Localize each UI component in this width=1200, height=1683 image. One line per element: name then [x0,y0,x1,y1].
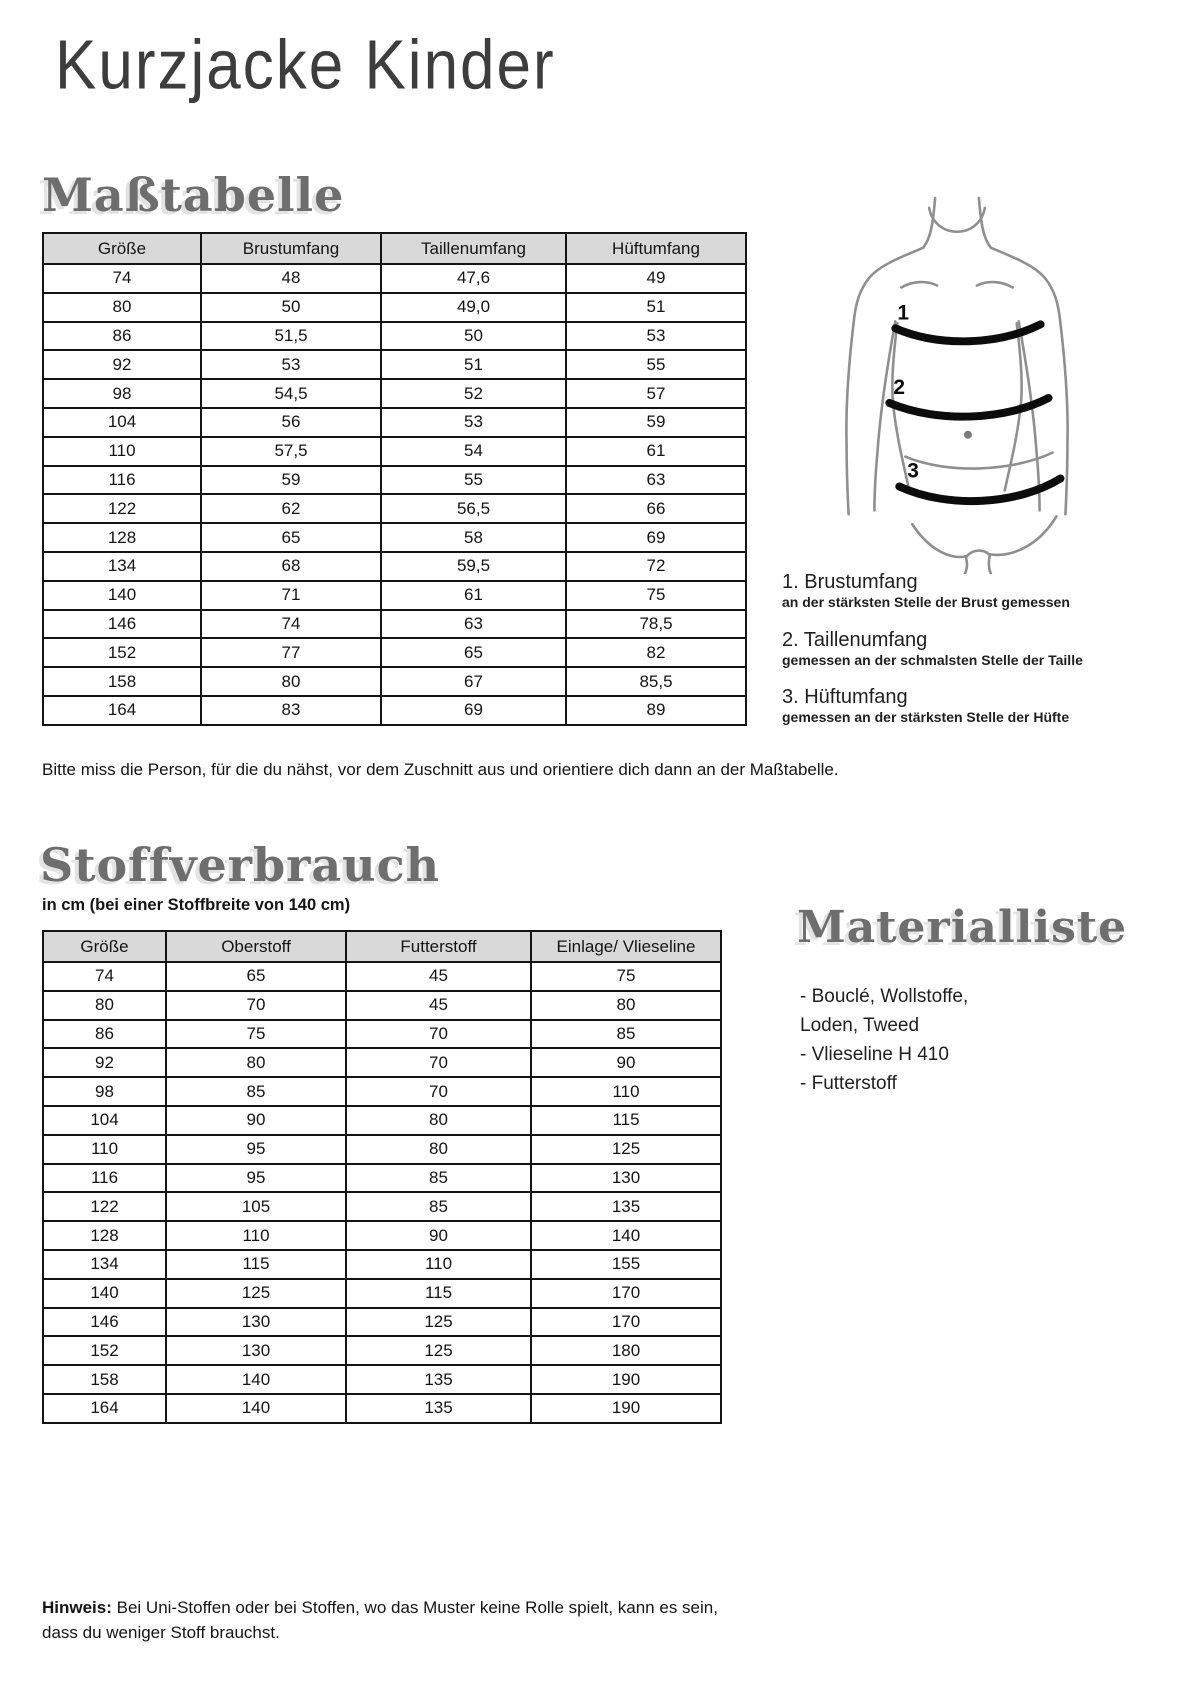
legend-description: an der stärksten Stelle der Brust gemessen [782,594,1070,610]
table-cell: 47,6 [381,264,566,293]
table-cell: 110 [346,1250,531,1279]
table-cell: 122 [43,494,201,523]
table-cell: 92 [43,1048,166,1077]
table-cell: 50 [201,293,381,322]
body-diagram-svg [812,196,1102,574]
table-cell: 104 [43,1106,166,1135]
table-cell: 80 [346,1106,531,1135]
waist-band-label: 2 [893,375,905,399]
table-cell: 45 [346,991,531,1020]
neck-base-curve [929,208,985,232]
table-cell: 70 [346,1020,531,1049]
table-cell: 115 [531,1106,721,1135]
material-list [800,982,1160,1098]
table-cell: 53 [201,350,381,379]
chest-band-label: 1 [897,301,909,325]
table-cell: 65 [381,638,566,667]
table-cell: 92 [43,350,201,379]
table-cell: 125 [346,1336,531,1365]
table-row [43,408,746,437]
table-cell: 85 [346,1164,531,1193]
hip-band [899,479,1060,502]
shoulder-left [854,248,924,324]
table-cell: 164 [43,696,201,725]
table-cell: 70 [166,991,346,1020]
neck-left-line [923,198,935,248]
table-cell: 110 [166,1221,346,1250]
table-cell: 80 [201,667,381,696]
shoulder-right [991,248,1061,324]
table-row [43,1250,721,1279]
table-cell: 49,0 [381,293,566,322]
table-cell: 105 [166,1192,346,1221]
page-title: Kurzjacke Kinder [55,27,556,105]
table-cell: 70 [346,1077,531,1106]
table-row [43,552,746,581]
table-cell: 152 [43,1336,166,1365]
hip-band-label: 3 [907,459,919,483]
table-cell: 48 [201,264,381,293]
column-header: Oberstoff [166,931,346,962]
table-cell: 110 [43,1135,166,1164]
brief-left-edge [912,524,967,557]
table-cell: 130 [531,1164,721,1193]
column-header: Größe [43,233,201,264]
table-cell: 146 [43,610,201,639]
table-cell: 70 [346,1048,531,1077]
table-cell: 135 [531,1192,721,1221]
table-cell: 75 [566,581,746,610]
table-row [43,1365,721,1394]
table-cell: 74 [201,610,381,639]
table-cell: 85 [346,1192,531,1221]
table-cell: 140 [166,1365,346,1394]
table-cell: 190 [531,1365,721,1394]
table-cell: 86 [43,322,201,351]
table-cell: 52 [381,379,566,408]
brief-right-edge [989,516,1057,555]
table-row [43,264,746,293]
table-cell: 89 [566,696,746,725]
table-row [43,1394,721,1423]
table-cell: 53 [381,408,566,437]
table-cell: 74 [43,962,166,991]
table-cell: 80 [43,991,166,1020]
arm-left-inner [874,321,895,510]
table-row [43,1221,721,1250]
table-cell: 67 [381,667,566,696]
neck-right-line [979,198,991,248]
table-row [43,1336,721,1365]
table-cell: 85 [531,1020,721,1049]
arm-right-outer [1060,323,1067,514]
table-row [43,466,746,495]
material-list-line: - Bouclé, Wollstoffe, [800,986,969,1007]
legend-title: 2. Taillenumfang [782,628,928,651]
table-cell: 63 [566,466,746,495]
table-cell: 59 [201,466,381,495]
header-row [43,233,746,264]
table-cell: 85 [166,1077,346,1106]
table-row [43,1020,721,1049]
legend-title: 1. Brustumfang [782,571,918,593]
table-cell: 140 [531,1221,721,1250]
body-diagram [812,196,1102,574]
legend-item-hueftumfang [782,686,1192,727]
table-cell: 53 [566,322,746,351]
table-cell: 158 [43,667,201,696]
table-cell: 90 [531,1048,721,1077]
table-cell: 54,5 [201,379,381,408]
table-cell: 55 [381,466,566,495]
table-cell: 130 [166,1336,346,1365]
column-header: Einlage/ Vlieseline [531,931,721,962]
table-cell: 164 [43,1394,166,1423]
table-row [43,1279,721,1308]
collarbone-left [901,282,937,288]
table-cell: 80 [166,1048,346,1077]
header-row [43,931,721,962]
table-cell: 128 [43,523,201,552]
waist-band [889,398,1048,417]
table-cell: 58 [381,523,566,552]
table-cell: 170 [531,1308,721,1337]
table-cell: 75 [166,1020,346,1049]
navel-dot [964,431,972,439]
table-row [43,696,746,725]
table-cell: 80 [43,293,201,322]
table-cell: 116 [43,1164,166,1193]
table-row [43,1308,721,1337]
table-cell: 82 [566,638,746,667]
table-cell: 59,5 [381,552,566,581]
table-cell: 95 [166,1164,346,1193]
arm-right-inner [1019,321,1040,510]
table-cell: 74 [43,264,201,293]
table-cell: 56,5 [381,494,566,523]
table-row [43,581,746,610]
table-cell: 61 [381,581,566,610]
column-header: Brustumfang [201,233,381,264]
table-cell: 90 [346,1221,531,1250]
collarbone-right [977,282,1013,288]
legend-item-taillenumfang [782,629,1192,670]
table-row [43,437,746,466]
table-cell: 140 [43,581,201,610]
table-cell: 71 [201,581,381,610]
table-cell: 69 [381,696,566,725]
column-header: Größe [43,931,166,962]
table-cell: 128 [43,1221,166,1250]
table-cell: 57,5 [201,437,381,466]
table-cell: 65 [201,523,381,552]
table-cell: 110 [531,1077,721,1106]
table-row [43,991,721,1020]
arm-left-outer [846,323,853,514]
table-cell: 135 [346,1394,531,1423]
table-cell: 104 [43,408,201,437]
table-row [43,1048,721,1077]
table-row [43,293,746,322]
table-row [43,1106,721,1135]
table-row [43,638,746,667]
table-cell: 50 [381,322,566,351]
table-cell: 152 [43,638,201,667]
masstabelle-heading: Maßtabelle [42,168,345,222]
table-cell: 51,5 [201,322,381,351]
table-cell: 83 [201,696,381,725]
table-cell: 72 [566,552,746,581]
table-cell: 61 [566,437,746,466]
table-cell: 68 [201,552,381,581]
table-cell: 135 [346,1365,531,1394]
table-cell: 55 [566,350,746,379]
column-header: Taillenumfang [381,233,566,264]
table-cell: 51 [566,293,746,322]
table-row [43,962,721,991]
table-row [43,1164,721,1193]
legend-title: 3. Hüftumfang [782,686,908,708]
fabric-usage-table [42,930,722,1424]
table-row [43,523,746,552]
table-cell: 77 [201,638,381,667]
measurement-table [42,232,747,726]
table-cell: 80 [346,1135,531,1164]
table-cell: 146 [43,1308,166,1337]
table-cell: 56 [201,408,381,437]
table-row [43,1077,721,1106]
table-cell: 66 [566,494,746,523]
table-cell: 65 [166,962,346,991]
table-cell: 180 [531,1336,721,1365]
table-cell: 170 [531,1279,721,1308]
table-cell: 190 [531,1394,721,1423]
underwear-top-line [905,453,1052,469]
table-cell: 134 [43,1250,166,1279]
table-row [43,1135,721,1164]
table-row [43,494,746,523]
table-row [43,322,746,351]
table-cell: 115 [166,1250,346,1279]
table-cell: 155 [531,1250,721,1279]
table-cell: 51 [381,350,566,379]
table-cell: 85,5 [566,667,746,696]
table-cell: 115 [346,1279,531,1308]
material-list-line: - Vlieseline H 410 [800,1044,949,1065]
measurement-legend [782,571,1192,744]
table-cell: 158 [43,1365,166,1394]
table-cell: 140 [43,1279,166,1308]
table-cell: 125 [166,1279,346,1308]
crotch-curve [967,551,989,557]
table-cell: 78,5 [566,610,746,639]
table-cell: 49 [566,264,746,293]
table-cell: 63 [381,610,566,639]
hinweis-label: Hinweis: [42,1598,112,1617]
table-row [43,1192,721,1221]
stoffverbrauch-heading: Stoffverbrauch [40,838,441,892]
table-cell: 59 [566,408,746,437]
table-cell: 98 [43,379,201,408]
legend-description: gemessen an der schmalsten Stelle der Taille [782,651,1083,668]
table-cell: 125 [346,1308,531,1337]
table-cell: 90 [166,1106,346,1135]
table-cell: 125 [531,1135,721,1164]
table-row [43,610,746,639]
materialliste-heading: Materialliste [797,902,1128,953]
table-cell: 116 [43,466,201,495]
table-cell: 140 [166,1394,346,1423]
table-cell: 54 [381,437,566,466]
table-cell: 110 [43,437,201,466]
column-header: Futterstoff [346,931,531,962]
table-cell: 130 [166,1308,346,1337]
table-row [43,379,746,408]
measure-note: Bitte miss die Person, für die du nähst, vor dem Zuschnitt aus und orientiere dich dann an der Maßtabelle. [42,760,839,779]
legend-item-brustumfang [782,571,1192,612]
table-cell: 86 [43,1020,166,1049]
stoffverbrauch-subtitle: in cm (bei einer Stoffbreite von 140 cm) [42,896,351,914]
material-list-line: - Futterstoff [800,1073,897,1094]
table-cell: 80 [531,991,721,1020]
table-row [43,350,746,379]
table-cell: 62 [201,494,381,523]
column-header: Hüftumfang [566,233,746,264]
hinweis-text: Bei Uni-Stoffen oder bei Stoffen, wo das Muster keine Rolle spielt, kann es sein, dass du weniger Stoff brauchst. [42,1598,718,1642]
table-row [43,667,746,696]
table-cell: 122 [43,1192,166,1221]
table-cell: 95 [166,1135,346,1164]
table-cell: 45 [346,962,531,991]
table-cell: 75 [531,962,721,991]
material-list-line: Loden, Tweed [800,1015,920,1036]
legend-description: gemessen an der stärksten Stelle der Hüfte [782,709,1070,725]
hinweis-note [42,1596,732,1645]
table-cell: 69 [566,523,746,552]
table-cell: 98 [43,1077,166,1106]
table-cell: 134 [43,552,201,581]
table-cell: 57 [566,379,746,408]
